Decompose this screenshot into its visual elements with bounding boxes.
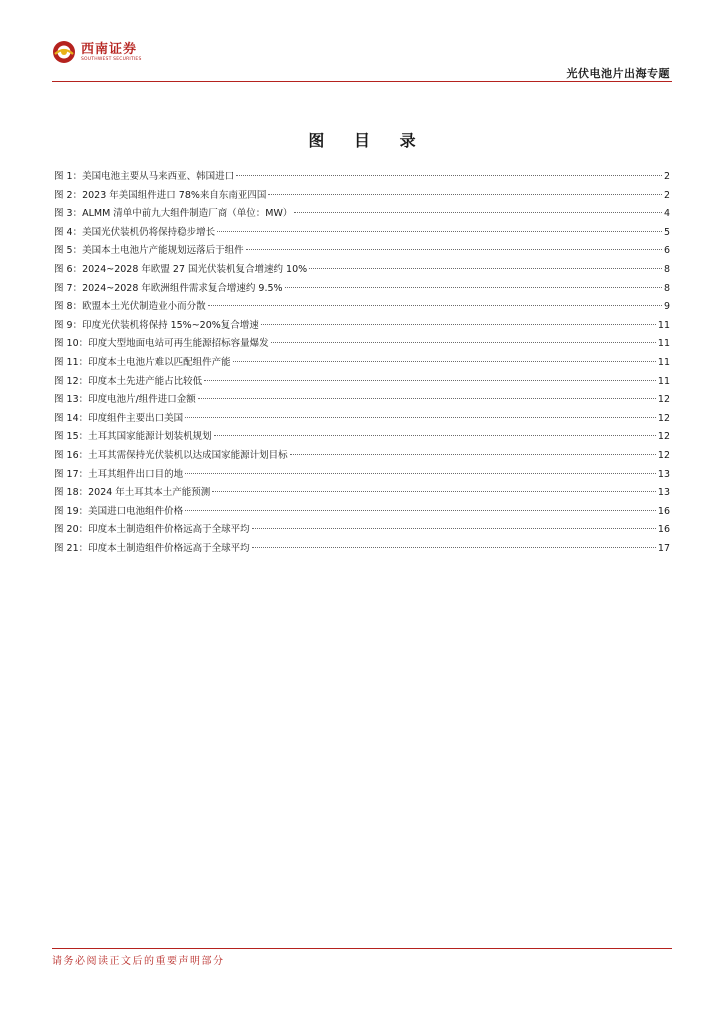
toc-entry-leader [285,287,662,288]
toc-entry-label: 图 7： [54,282,83,294]
toc-entry-title: 美国电池主要从马来西亚、韩国进口 [82,171,235,182]
toc-entry-page: 16 [657,524,670,536]
toc-entry-leader [212,491,656,492]
toc-entry-title: 印度大型地面电站可再生能源招标容量爆发 [88,338,269,350]
toc-entry[interactable] [54,523,670,542]
toc-entry[interactable] [54,505,670,524]
toc-entry-title: 2023 年美国组件进口 78%来自东南亚四国 [82,189,267,201]
toc-entry-leader [217,231,662,232]
toc-entry-label: 图 1： [54,171,83,182]
toc-entry[interactable] [54,486,670,505]
toc-entry-label: 图 9： [54,319,83,331]
toc-entry-page: 11 [657,356,670,368]
toc-entry-title: 2024~2028 年欧洲组件需求复合增速约 9.5% [82,282,283,294]
toc-entry-title: 欧盟本土光伏制造业小而分散 [82,301,206,313]
toc-entry-page: 16 [657,505,670,517]
toc-entry-page: 12 [657,449,670,461]
toc-entry-leader [252,528,656,529]
toc-entry[interactable] [54,244,670,263]
toc-entry-page: 6 [663,245,670,257]
toc-entry-label: 图 5： [54,245,83,257]
toc-entry[interactable] [54,226,670,245]
toc-entry-page: 11 [657,338,670,350]
toc-entry-page: 11 [657,375,670,387]
toc-entry-page: 8 [663,263,670,275]
toc-entry-page: 4 [663,208,670,220]
toc-entry-title: 印度本土制造组件价格远高于全球平均 [88,524,250,536]
toc-entry-title: 印度光伏装机将保持 15%~20%复合增速 [82,319,259,331]
report-title: 光伏电池片出海专题 [566,67,670,80]
toc-entry-page: 2 [663,171,670,182]
brand-name-cn: 西南证券 [81,41,138,57]
toc-entry-leader [268,194,662,195]
toc-entry[interactable] [54,393,670,412]
toc-entry-label: 图 3： [54,208,83,220]
toc-entry-label: 图 15： [54,431,89,443]
toc-entry[interactable] [54,189,670,208]
toc-entry[interactable] [54,282,670,301]
toc-entry-title: 土耳其需保持光伏装机以达成国家能源计划目标 [88,449,288,461]
page-header [52,40,672,84]
header-divider [52,81,672,82]
toc-entry-page: 13 [657,487,670,499]
toc-entry-label: 图 14： [54,412,89,424]
toc-entry[interactable] [54,300,670,319]
toc-entry-title: 土耳其国家能源计划装机规划 [88,431,212,443]
toc-entry-label: 图 6： [54,263,83,275]
toc-entry-title: ALMM 清单中前九大组件制造厂商（单位：MW） [82,208,293,220]
toc-entry[interactable] [54,542,670,561]
toc-entry-page: 12 [657,412,670,424]
toc-entry-label: 图 21： [54,542,89,554]
toc-entry-label: 图 2： [54,189,83,201]
toc-entry-title: 印度组件主要出口美国 [88,412,184,424]
toc-entry-label: 图 20： [54,524,89,536]
toc-entry-title: 2024~2028 年欧盟 27 国光伏装机复合增速约 10% [82,263,308,275]
toc-entry-page: 2 [663,189,670,201]
toc-title: 图 目 录 [308,131,428,150]
toc-entry-leader [290,454,656,455]
toc-entry-title: 印度电池片/组件进口金额 [88,394,196,406]
toc-entry-leader [294,212,662,213]
toc-entry-label: 图 18： [54,487,89,499]
toc-entry-title: 印度本土制造组件价格远高于全球平均 [88,542,250,554]
toc-entry[interactable] [54,375,670,394]
toc-entry-leader [204,380,656,381]
toc-entry-page: 13 [657,468,670,480]
toc-entry-title: 2024 年土耳其本土产能预测 [88,487,211,499]
toc-entry-leader [309,268,662,269]
toc-entry-title: 土耳其组件出口目的地 [88,468,184,480]
toc-entry[interactable] [54,449,670,468]
toc-entry[interactable] [54,430,670,449]
toc-entry[interactable] [54,319,670,338]
toc-entry-page: 8 [663,282,670,294]
toc-entry-leader [185,510,656,511]
toc-entry-title: 美国进口电池组件价格 [88,505,184,517]
footer-divider [52,948,672,949]
toc-entry-title: 印度本土先进产能占比较低 [88,375,203,387]
toc-entry-label: 图 19： [54,505,89,517]
toc-entry-leader [246,249,662,250]
figure-table-of-contents [54,170,670,560]
toc-entry-page: 12 [657,394,670,406]
toc-entry-title: 美国光伏装机仍将保持稳步增长 [82,226,216,238]
toc-entry-leader [233,361,656,362]
brand-logo [52,40,142,64]
toc-entry-label: 图 12： [54,375,89,387]
toc-entry-leader [198,398,656,399]
toc-entry[interactable] [54,468,670,487]
toc-entry-page: 9 [663,301,670,313]
toc-entry-leader [261,324,656,325]
toc-entry-label: 图 13： [54,394,89,406]
toc-entry-page: 11 [657,319,670,331]
toc-entry-label: 图 11： [54,356,89,368]
toc-entry-page: 5 [663,226,670,238]
toc-entry-leader [271,342,656,343]
toc-entry-leader [185,417,656,418]
toc-entry-leader [214,435,656,436]
toc-entry-label: 图 8： [54,301,83,313]
toc-entry[interactable] [54,263,670,282]
toc-entry-label: 图 10： [54,338,89,350]
toc-entry-leader [252,547,656,548]
toc-entry[interactable] [54,337,670,356]
toc-entry-title: 印度本土电池片难以匹配组件产能 [88,356,231,368]
brand-logo-icon [52,40,76,64]
toc-entry[interactable] [54,356,670,375]
toc-entry-title: 美国本土电池片产能规划远落后于组件 [82,245,244,257]
toc-entry-leader [208,305,662,306]
footer-disclaimer: 请务必阅读正文后的重要声明部分 [52,956,225,967]
toc-entry-label: 图 17： [54,468,89,480]
brand-name-en: SOUTHWEST SECURITIES [81,56,142,62]
toc-entry-leader [185,473,656,474]
toc-entry-page: 17 [657,542,670,554]
toc-entry-page: 12 [657,431,670,443]
toc-entry[interactable] [54,412,670,431]
toc-entry-leader [236,175,662,176]
toc-entry-label: 图 16： [54,449,89,461]
toc-entry-label: 图 4： [54,226,83,238]
toc-entry[interactable] [54,207,670,226]
toc-entry[interactable] [54,170,670,189]
